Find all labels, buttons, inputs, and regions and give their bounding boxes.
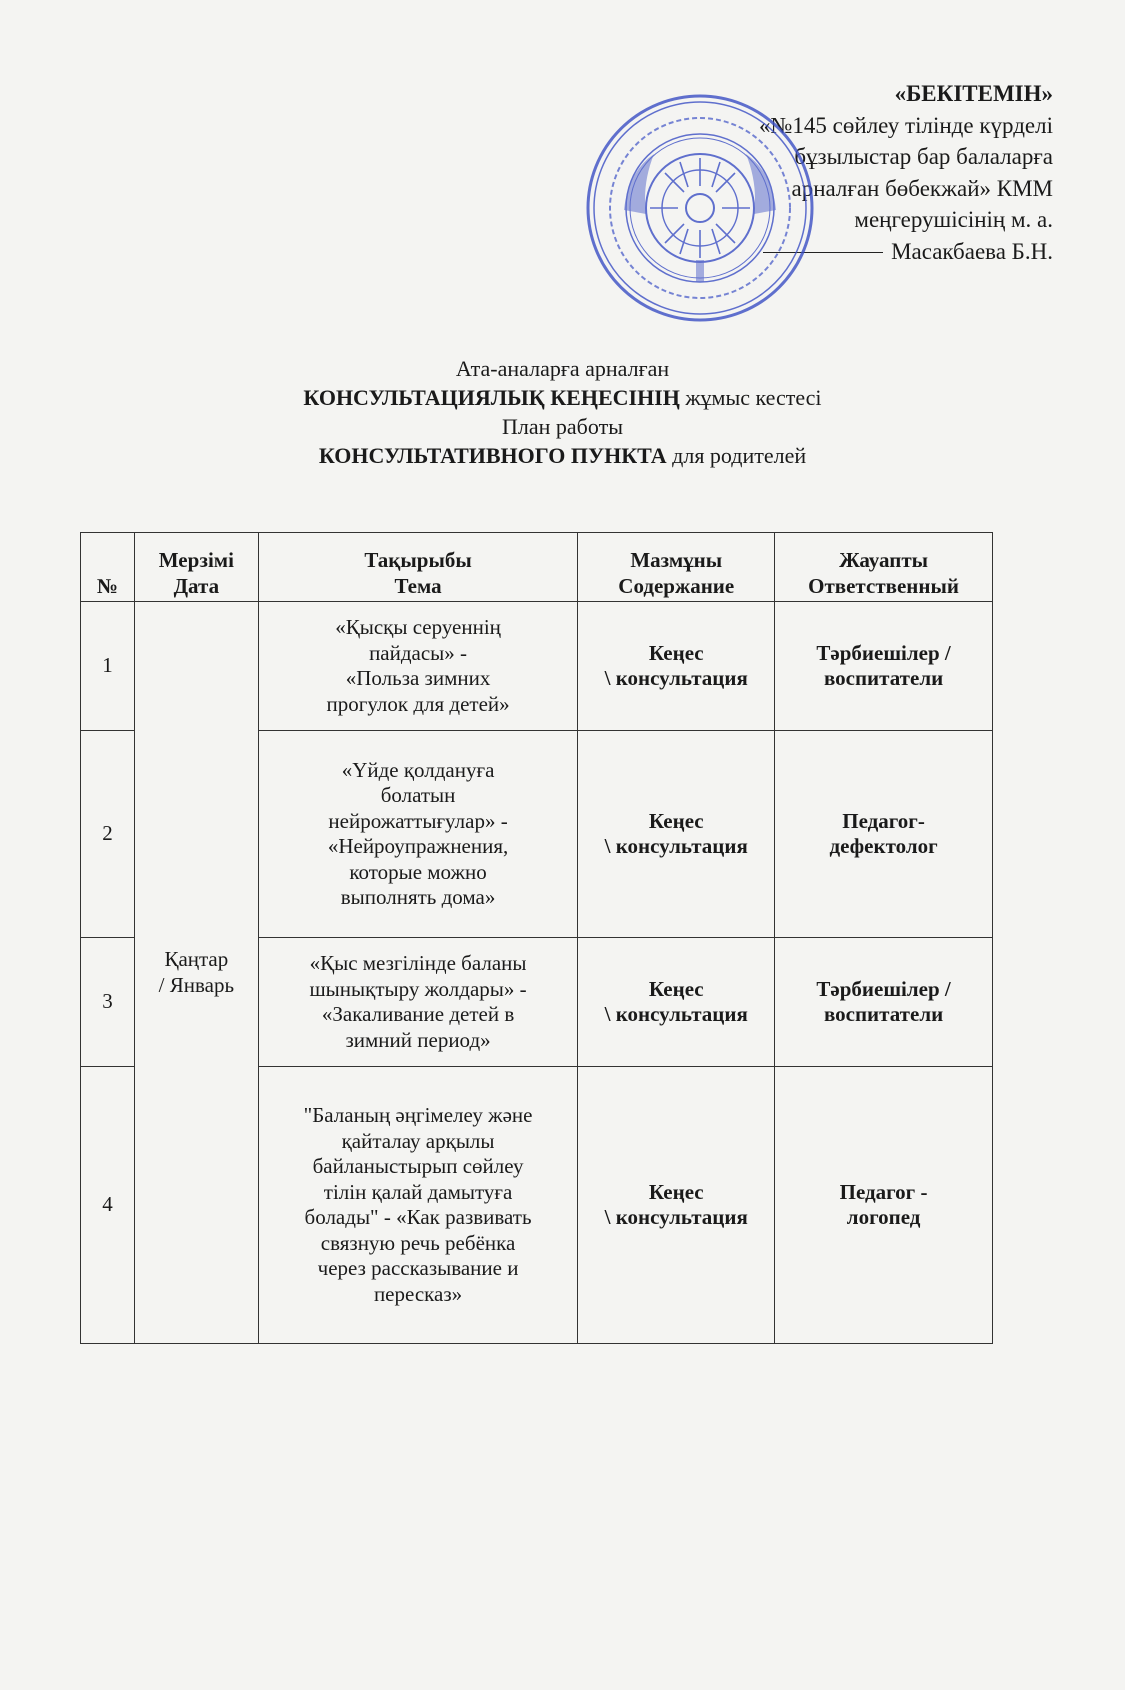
- row-topic: "Баланың әңгімелеу және қайталау арқылы байланыстырып сөйлеу тілін қалай дамытуға болады" - «Как развивать связную речь ребёнка через рассказывание и пересказ»: [258, 1067, 578, 1344]
- approval-title: «БЕКІТЕМІН»: [894, 81, 1053, 106]
- table-header-row: [81, 533, 993, 602]
- header-content: Мазмұны Содержание: [578, 533, 775, 602]
- title-line-2-bold: КОНСУЛЬТАЦИЯЛЫҚ КЕҢЕСІНІҢ: [303, 385, 680, 410]
- header-topic: Тақырыбы Тема: [258, 533, 578, 602]
- official-seal-icon: [584, 92, 816, 324]
- row-content: Кеңес \ консультация: [578, 731, 775, 938]
- title-line-2: [0, 383, 1125, 412]
- title-line-4-bold: КОНСУЛЬТАТИВНОГО ПУНКТА: [318, 443, 667, 468]
- row-num: 4: [81, 1067, 135, 1344]
- row-content: Кеңес \ консультация: [578, 938, 775, 1067]
- row-num: 1: [81, 602, 135, 731]
- row-content: Кеңес \ консультация: [578, 602, 775, 731]
- month-cell: Қаңтар / Январь: [134, 602, 258, 1344]
- approval-line-3: арналған бөбекжай» КММ: [791, 175, 1053, 201]
- title-line-1: Ата-аналарға арналған: [455, 356, 670, 381]
- table-row: [81, 602, 993, 731]
- row-responsible: Тәрбиешілер / воспитатели: [775, 602, 993, 731]
- plan-table: [80, 532, 993, 1344]
- title-line-2-rest: жұмыс кестесі: [679, 385, 822, 410]
- row-num: 2: [81, 731, 135, 938]
- header-responsible: Жауапты Ответственный: [775, 533, 993, 602]
- approval-line-2: бұзылыстар бар балаларға: [794, 144, 1053, 169]
- row-topic: «Қысқы серуеннің пайдасы» - «Польза зимних прогулок для детей»: [258, 602, 578, 731]
- title-line-4-rest: для родителей: [666, 443, 807, 468]
- approval-line-4: меңгерушісінің м. а.: [854, 207, 1053, 232]
- row-topic: «Қыс мезгілінде баланы шынықтыру жолдары» - «Закаливание детей в зимний период»: [258, 938, 578, 1067]
- row-content: Кеңес \ консультация: [578, 1067, 775, 1344]
- row-responsible: Педагог- дефектолог: [775, 731, 993, 938]
- row-topic: «Үйде қолдануға болатын нейрожаттығулар» - «Нейроупражнения, которые можно выполнять дома»: [258, 731, 578, 938]
- document-titles: [0, 354, 1125, 470]
- approval-line-1: «№145 сөйлеу тілінде күрделі: [758, 112, 1053, 138]
- title-line-4: [0, 441, 1125, 470]
- row-responsible: Тәрбиешілер / воспитатели: [775, 938, 993, 1067]
- row-responsible: Педагог - логопед: [775, 1067, 993, 1344]
- header-date: Мерзімі Дата: [134, 533, 258, 602]
- header-num: №: [81, 533, 135, 602]
- title-line-3: План работы: [502, 414, 623, 439]
- signature-name: Масакбаева Б.Н.: [891, 238, 1053, 264]
- row-num: 3: [81, 938, 135, 1067]
